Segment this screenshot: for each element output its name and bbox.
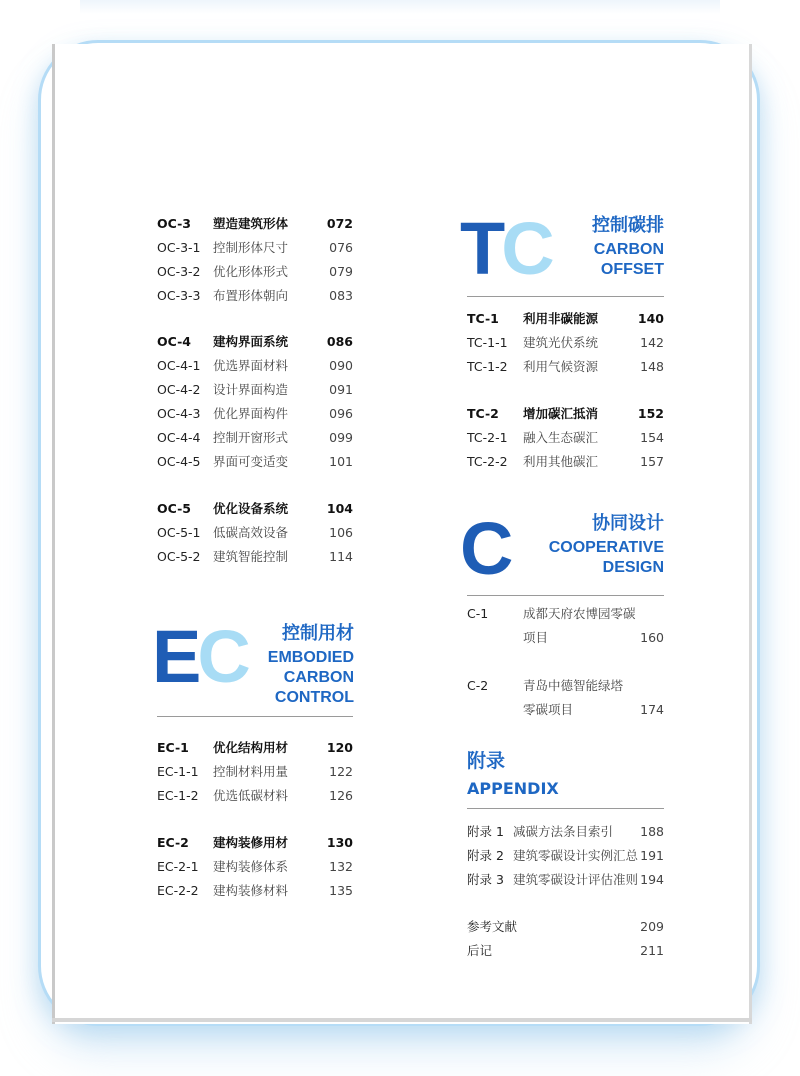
toc-page: 209 bbox=[640, 919, 664, 934]
toc-title: 利用气候资源 bbox=[523, 359, 599, 374]
toc-code: OC-5-1 bbox=[157, 525, 201, 540]
toc-code: OC-3 bbox=[157, 216, 191, 231]
toc-page: 174 bbox=[640, 702, 664, 717]
toc-page: 076 bbox=[329, 240, 353, 255]
c-item-2 bbox=[467, 674, 664, 722]
toc-page: 086 bbox=[326, 334, 353, 349]
toc-page: 188 bbox=[640, 824, 664, 839]
toc-title: 布置形体朝向 bbox=[213, 288, 289, 303]
toc-row[interactable] bbox=[157, 260, 353, 284]
toc-title: 控制形体尺寸 bbox=[213, 240, 289, 255]
tc-heading bbox=[560, 214, 664, 280]
toc-title: 塑造建筑形体 bbox=[213, 216, 289, 231]
ec-title-en: CONTROL bbox=[274, 689, 354, 706]
ec-letter-light: C bbox=[197, 615, 247, 698]
toc-row-head[interactable] bbox=[157, 330, 353, 354]
toc-row[interactable] bbox=[467, 939, 664, 963]
toc-code: TC-2-2 bbox=[467, 454, 508, 469]
toc-title: 建筑智能控制 bbox=[213, 549, 289, 564]
toc-code: TC-1-1 bbox=[467, 335, 508, 350]
top-glow bbox=[80, 0, 720, 14]
toc-title: 优化结构用材 bbox=[213, 740, 289, 755]
toc-page: 072 bbox=[326, 216, 353, 231]
toc-row[interactable] bbox=[467, 331, 664, 355]
toc-page: 191 bbox=[640, 848, 664, 863]
toc-code: EC-1 bbox=[157, 740, 189, 755]
toc-title: 建筑零碳设计实例汇总 bbox=[513, 848, 639, 863]
toc-page: 106 bbox=[329, 525, 353, 540]
toc-row-head[interactable] bbox=[157, 736, 353, 760]
toc-row[interactable] bbox=[467, 844, 664, 868]
toc-page: 114 bbox=[329, 549, 353, 564]
tc-title-cn: 控制碳排 bbox=[592, 215, 664, 235]
toc-row-head[interactable] bbox=[157, 831, 353, 855]
toc-title: 建构装修用材 bbox=[213, 835, 289, 850]
toc-row[interactable] bbox=[467, 450, 664, 474]
c-title-en: DESIGN bbox=[602, 559, 664, 576]
toc-title: 减碳方法条目索引 bbox=[513, 824, 614, 839]
toc-row-head[interactable] bbox=[467, 307, 664, 331]
toc-title: 融入生态碳汇 bbox=[523, 430, 599, 445]
toc-page: 160 bbox=[640, 630, 664, 645]
oc-group-4 bbox=[157, 330, 353, 474]
tc-divider bbox=[467, 296, 664, 297]
toc-page: 079 bbox=[329, 264, 353, 279]
toc-code: TC-1 bbox=[467, 311, 499, 326]
toc-page: 126 bbox=[329, 788, 353, 803]
toc-page: 154 bbox=[640, 430, 664, 445]
toc-page: 211 bbox=[640, 943, 664, 958]
toc-row[interactable] bbox=[157, 760, 353, 784]
toc-page: 101 bbox=[329, 454, 353, 469]
toc-title: 优选界面材料 bbox=[213, 358, 289, 373]
toc-code: OC-4 bbox=[157, 334, 191, 349]
c-logo bbox=[460, 507, 510, 590]
afterword-title: 后记 bbox=[467, 943, 493, 958]
toc-page: 157 bbox=[640, 454, 664, 469]
ec-divider bbox=[157, 716, 353, 717]
toc-page: 083 bbox=[329, 288, 353, 303]
tc-title-en: OFFSET bbox=[600, 261, 664, 278]
ec-heading bbox=[240, 622, 354, 708]
toc-title: 建构装修材料 bbox=[213, 883, 289, 898]
toc-title: 利用非碳能源 bbox=[523, 311, 599, 326]
toc-row[interactable] bbox=[157, 784, 353, 808]
toc-row[interactable] bbox=[157, 236, 353, 260]
toc-code: OC-4-2 bbox=[157, 382, 201, 397]
toc-page: 104 bbox=[326, 501, 353, 516]
toc-page: 130 bbox=[326, 835, 353, 850]
oc-group-5 bbox=[157, 497, 353, 569]
toc-page: 142 bbox=[640, 335, 664, 350]
toc-title: 项目 bbox=[523, 630, 549, 645]
toc-row[interactable] bbox=[467, 698, 664, 722]
toc-code: OC-4-1 bbox=[157, 358, 201, 373]
toc-title: 界面可变适变 bbox=[213, 454, 289, 469]
appendix-title-en: APPENDIX bbox=[467, 779, 559, 798]
toc-page: 091 bbox=[329, 382, 353, 397]
ec-logo bbox=[152, 615, 247, 698]
toc-row[interactable] bbox=[467, 602, 664, 626]
toc-code: TC-1-2 bbox=[467, 359, 508, 374]
tc-logo bbox=[460, 207, 551, 290]
toc-code: 附录 1 bbox=[467, 824, 504, 839]
ec-group-1 bbox=[157, 736, 353, 808]
toc-title: 建构界面系统 bbox=[213, 334, 289, 349]
toc-title: 控制材料用量 bbox=[213, 764, 289, 779]
toc-row-head[interactable] bbox=[157, 212, 353, 236]
tc-group-1 bbox=[467, 307, 664, 379]
toc-title: 优化设备系统 bbox=[213, 501, 289, 516]
toc-code: OC-4-3 bbox=[157, 406, 201, 421]
toc-row[interactable] bbox=[467, 355, 664, 379]
toc-code: 附录 2 bbox=[467, 848, 504, 863]
c-heading bbox=[530, 512, 664, 578]
toc-row-head[interactable] bbox=[157, 497, 353, 521]
appendix-heading bbox=[467, 746, 559, 798]
toc-code: EC-1-2 bbox=[157, 788, 199, 803]
toc-page: 132 bbox=[329, 859, 353, 874]
toc-row-head[interactable] bbox=[467, 402, 664, 426]
references-title: 参考文献 bbox=[467, 919, 518, 934]
tc-letter-light: C bbox=[501, 207, 551, 290]
toc-code: OC-3-3 bbox=[157, 288, 201, 303]
toc-row[interactable] bbox=[467, 426, 664, 450]
toc-title: 增加碳汇抵消 bbox=[523, 406, 599, 421]
toc-page: 194 bbox=[640, 872, 664, 887]
appendix-title-cn: 附录 bbox=[467, 750, 506, 772]
backmatter-list bbox=[467, 915, 664, 963]
page-edge bbox=[52, 1018, 752, 1022]
toc-code: OC-4-5 bbox=[157, 454, 201, 469]
toc-row[interactable] bbox=[157, 450, 353, 474]
toc-title: 零碳项目 bbox=[523, 702, 574, 717]
toc-code: EC-1-1 bbox=[157, 764, 199, 779]
toc-row[interactable] bbox=[157, 284, 353, 308]
c-letter-dark: C bbox=[460, 507, 510, 590]
toc-row[interactable] bbox=[467, 820, 664, 844]
toc-code: EC-2-2 bbox=[157, 883, 199, 898]
toc-code: TC-2-1 bbox=[467, 430, 508, 445]
toc-row[interactable] bbox=[157, 879, 353, 903]
c-item-1 bbox=[467, 602, 664, 650]
toc-code: OC-3-2 bbox=[157, 264, 201, 279]
tc-group-2 bbox=[467, 402, 664, 474]
toc-title: 建构装修体系 bbox=[213, 859, 289, 874]
toc-code: C-2 bbox=[467, 678, 489, 693]
ec-group-2 bbox=[157, 831, 353, 903]
toc-row[interactable] bbox=[157, 378, 353, 402]
c-title-en: COOPERATIVE bbox=[548, 539, 664, 556]
toc-code: TC-2 bbox=[467, 406, 499, 421]
toc-page: 135 bbox=[329, 883, 353, 898]
toc-page: 152 bbox=[637, 406, 664, 421]
ec-title-en: EMBODIED bbox=[267, 649, 354, 666]
toc-title: 控制开窗形式 bbox=[213, 430, 289, 445]
toc-title: 成都天府农博园零碳 bbox=[523, 606, 636, 621]
toc-row[interactable] bbox=[467, 868, 664, 892]
toc-row[interactable] bbox=[467, 915, 664, 939]
ec-title-cn: 控制用材 bbox=[282, 623, 354, 643]
toc-code: EC-2-1 bbox=[157, 859, 199, 874]
toc-row[interactable] bbox=[157, 426, 353, 450]
tc-letter-dark: T bbox=[460, 207, 502, 290]
toc-page: 096 bbox=[329, 406, 353, 421]
toc-row[interactable] bbox=[157, 402, 353, 426]
toc-title: 建筑光伏系统 bbox=[523, 335, 599, 350]
toc-code: 附录 3 bbox=[467, 872, 504, 887]
toc-code: OC-4-4 bbox=[157, 430, 201, 445]
toc-row[interactable] bbox=[157, 354, 353, 378]
toc-title: 优化形体形式 bbox=[213, 264, 289, 279]
ec-letter-dark: E bbox=[152, 615, 198, 698]
toc-title: 优选低碳材料 bbox=[213, 788, 289, 803]
c-title-cn: 协同设计 bbox=[592, 513, 664, 533]
toc-code: EC-2 bbox=[157, 835, 189, 850]
toc-code: OC-3-1 bbox=[157, 240, 201, 255]
toc-title: 优化界面构件 bbox=[213, 406, 289, 421]
toc-page: 120 bbox=[326, 740, 353, 755]
tc-title-en: CARBON bbox=[593, 241, 664, 258]
toc-code: OC-5 bbox=[157, 501, 191, 516]
toc-row[interactable] bbox=[157, 855, 353, 879]
toc-title: 利用其他碳汇 bbox=[523, 454, 599, 469]
appendix-list bbox=[467, 820, 664, 892]
toc-page: 122 bbox=[329, 764, 353, 779]
toc-title: 青岛中德智能绿塔 bbox=[523, 678, 624, 693]
toc-code: C-1 bbox=[467, 606, 489, 621]
toc-page: 148 bbox=[640, 359, 664, 374]
toc-code: OC-5-2 bbox=[157, 549, 201, 564]
c-divider bbox=[467, 595, 664, 596]
toc-row[interactable] bbox=[157, 521, 353, 545]
toc-row[interactable] bbox=[467, 674, 664, 698]
toc-title: 低碳高效设备 bbox=[213, 525, 289, 540]
toc-row[interactable] bbox=[157, 545, 353, 569]
toc-title: 设计界面构造 bbox=[213, 382, 289, 397]
toc-page: 099 bbox=[329, 430, 353, 445]
ec-title-en: CARBON bbox=[283, 669, 354, 686]
oc-group-3 bbox=[157, 212, 353, 308]
toc-title: 建筑零碳设计评估准则 bbox=[513, 872, 639, 887]
appendix-divider bbox=[467, 808, 664, 809]
toc-page: 140 bbox=[637, 311, 664, 326]
toc-page: 090 bbox=[329, 358, 353, 373]
toc-row[interactable] bbox=[467, 626, 664, 650]
